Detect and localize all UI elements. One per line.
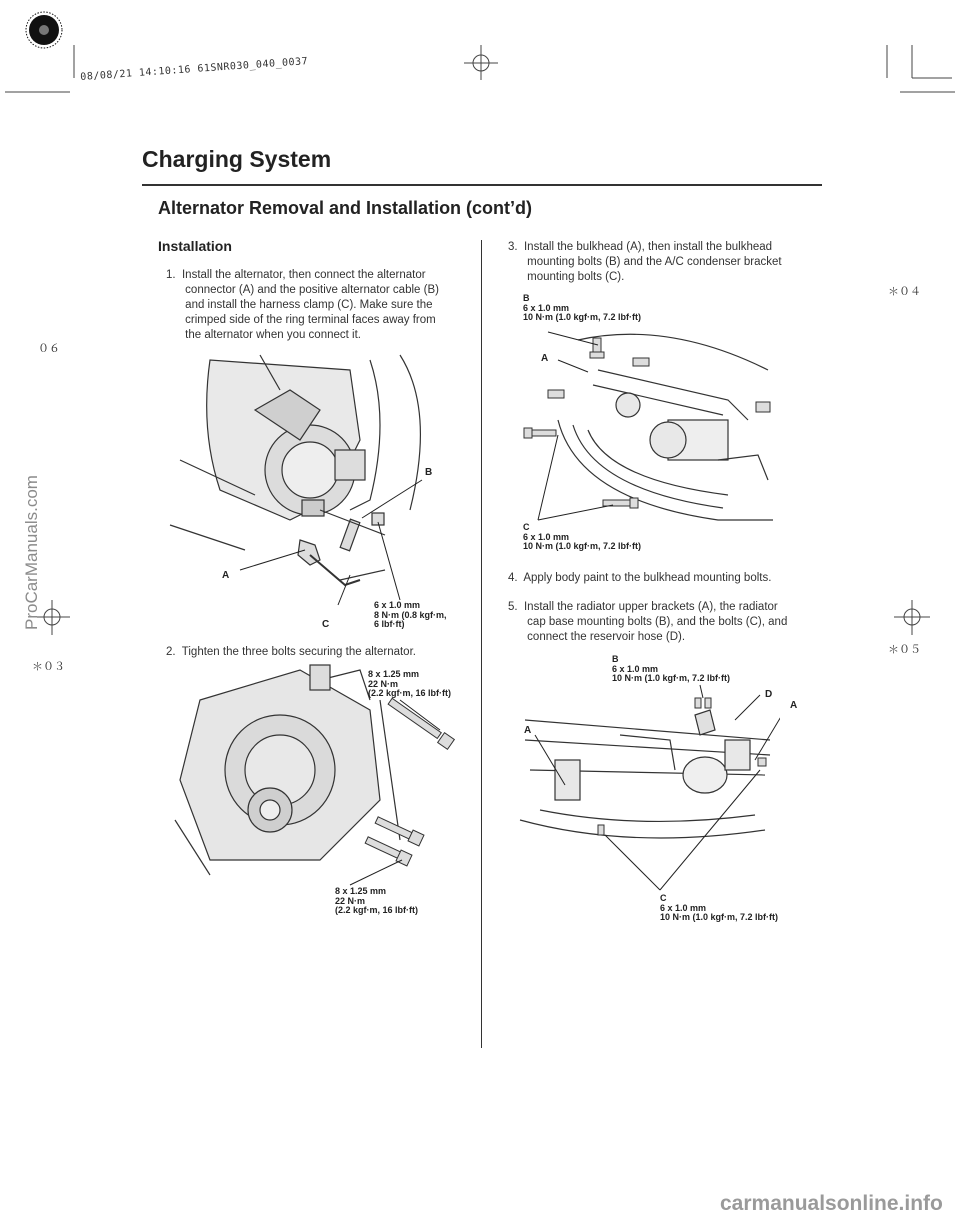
fig4-label-d: D [765, 689, 773, 700]
fig1-label-a: A [222, 570, 230, 581]
fig1-torque-spec: 6 x 1.0 mm 8 N·m (0.8 kgf·m, 6 lbf·ft) [374, 600, 447, 629]
installation-heading: Installation [158, 238, 232, 254]
step-2: 2. Tighten the three bolts securing the alternator. [166, 646, 416, 658]
fig1-label-b: B [425, 467, 433, 478]
column-divider [481, 240, 482, 1048]
crosshair-icon [464, 45, 498, 80]
margin-mark-left-bottom: ＊０３ [32, 660, 65, 673]
print-stamp: 08/08/21 14:10:16 61SNR030_040_0037 [80, 56, 309, 83]
fig2-torque-bottom: 8 x 1.25 mm 22 N·m (2.2 kgf·m, 16 lbf·ft) [335, 886, 419, 915]
margin-mark-right-bottom: ＊０５ [888, 643, 921, 656]
fig3-label-a: A [541, 353, 549, 364]
step-3: 3. Install the bulkhead (A), then install the bulkhead mounting bolts (B) and the A/C condenser bracket mounting bolts (C). [508, 241, 782, 283]
margin-mark-right-top: ＊０４ [888, 285, 921, 298]
bolt-icon [388, 698, 454, 749]
margin-mark-left-top: ０６ [38, 342, 60, 355]
fig4-leader-lines [510, 680, 780, 900]
fig2-torque-top: 8 x 1.25 mm 22 N·m (2.2 kgf·m, 16 lbf·ft) [368, 669, 452, 698]
step-4: 4. Apply body paint to the bulkhead mounting bolts. [508, 572, 772, 584]
fig3-label-c: C 6 x 1.0 mm 10 N·m (1.0 kgf·m, 7.2 lbf·ft) [523, 522, 642, 551]
step-1: 1. Install the alternator, then connect the alternator connector (A) and the positive alternator cable (B) and install the harness clamp (C). Make sure the crimped side of the ring terminal faces away from the alternator when you connect it. [166, 269, 439, 341]
punch-hole-icon [26, 12, 62, 48]
crosshair-icon [894, 600, 930, 635]
alternator-connector-illustration [160, 350, 480, 640]
fig4-label-a-left: A [524, 725, 532, 736]
fig3-label-b: B 6 x 1.0 mm 10 N·m (1.0 kgf·m, 7.2 lbf·ft) [523, 293, 642, 322]
fig4-label-b: B 6 x 1.0 mm 10 N·m (1.0 kgf·m, 7.2 lbf·ft) [612, 654, 731, 683]
page-title: Charging System [142, 146, 332, 172]
fig4-label-a-right: A [790, 700, 798, 711]
fig3-leader-lines [518, 320, 778, 540]
fig4-label-c: C 6 x 1.0 mm 10 N·m (1.0 kgf·m, 7.2 lbf·ft) [660, 893, 779, 922]
fig1-label-c: C [322, 619, 330, 630]
bolt-icon [375, 817, 424, 846]
title-rule [142, 184, 822, 186]
section-title: Alternator Removal and Installation (cont’d) [158, 198, 533, 218]
step-5: 5. Install the radiator upper brackets (A), the radiator cap base mounting bolts (B), and the bolts (C), and connect the reservoir hose (D). [508, 601, 788, 643]
bolt-icon [365, 837, 412, 866]
bottom-watermark: carmanualsonline.info [720, 1192, 943, 1215]
side-watermark: ProCarManuals.com [22, 475, 41, 630]
